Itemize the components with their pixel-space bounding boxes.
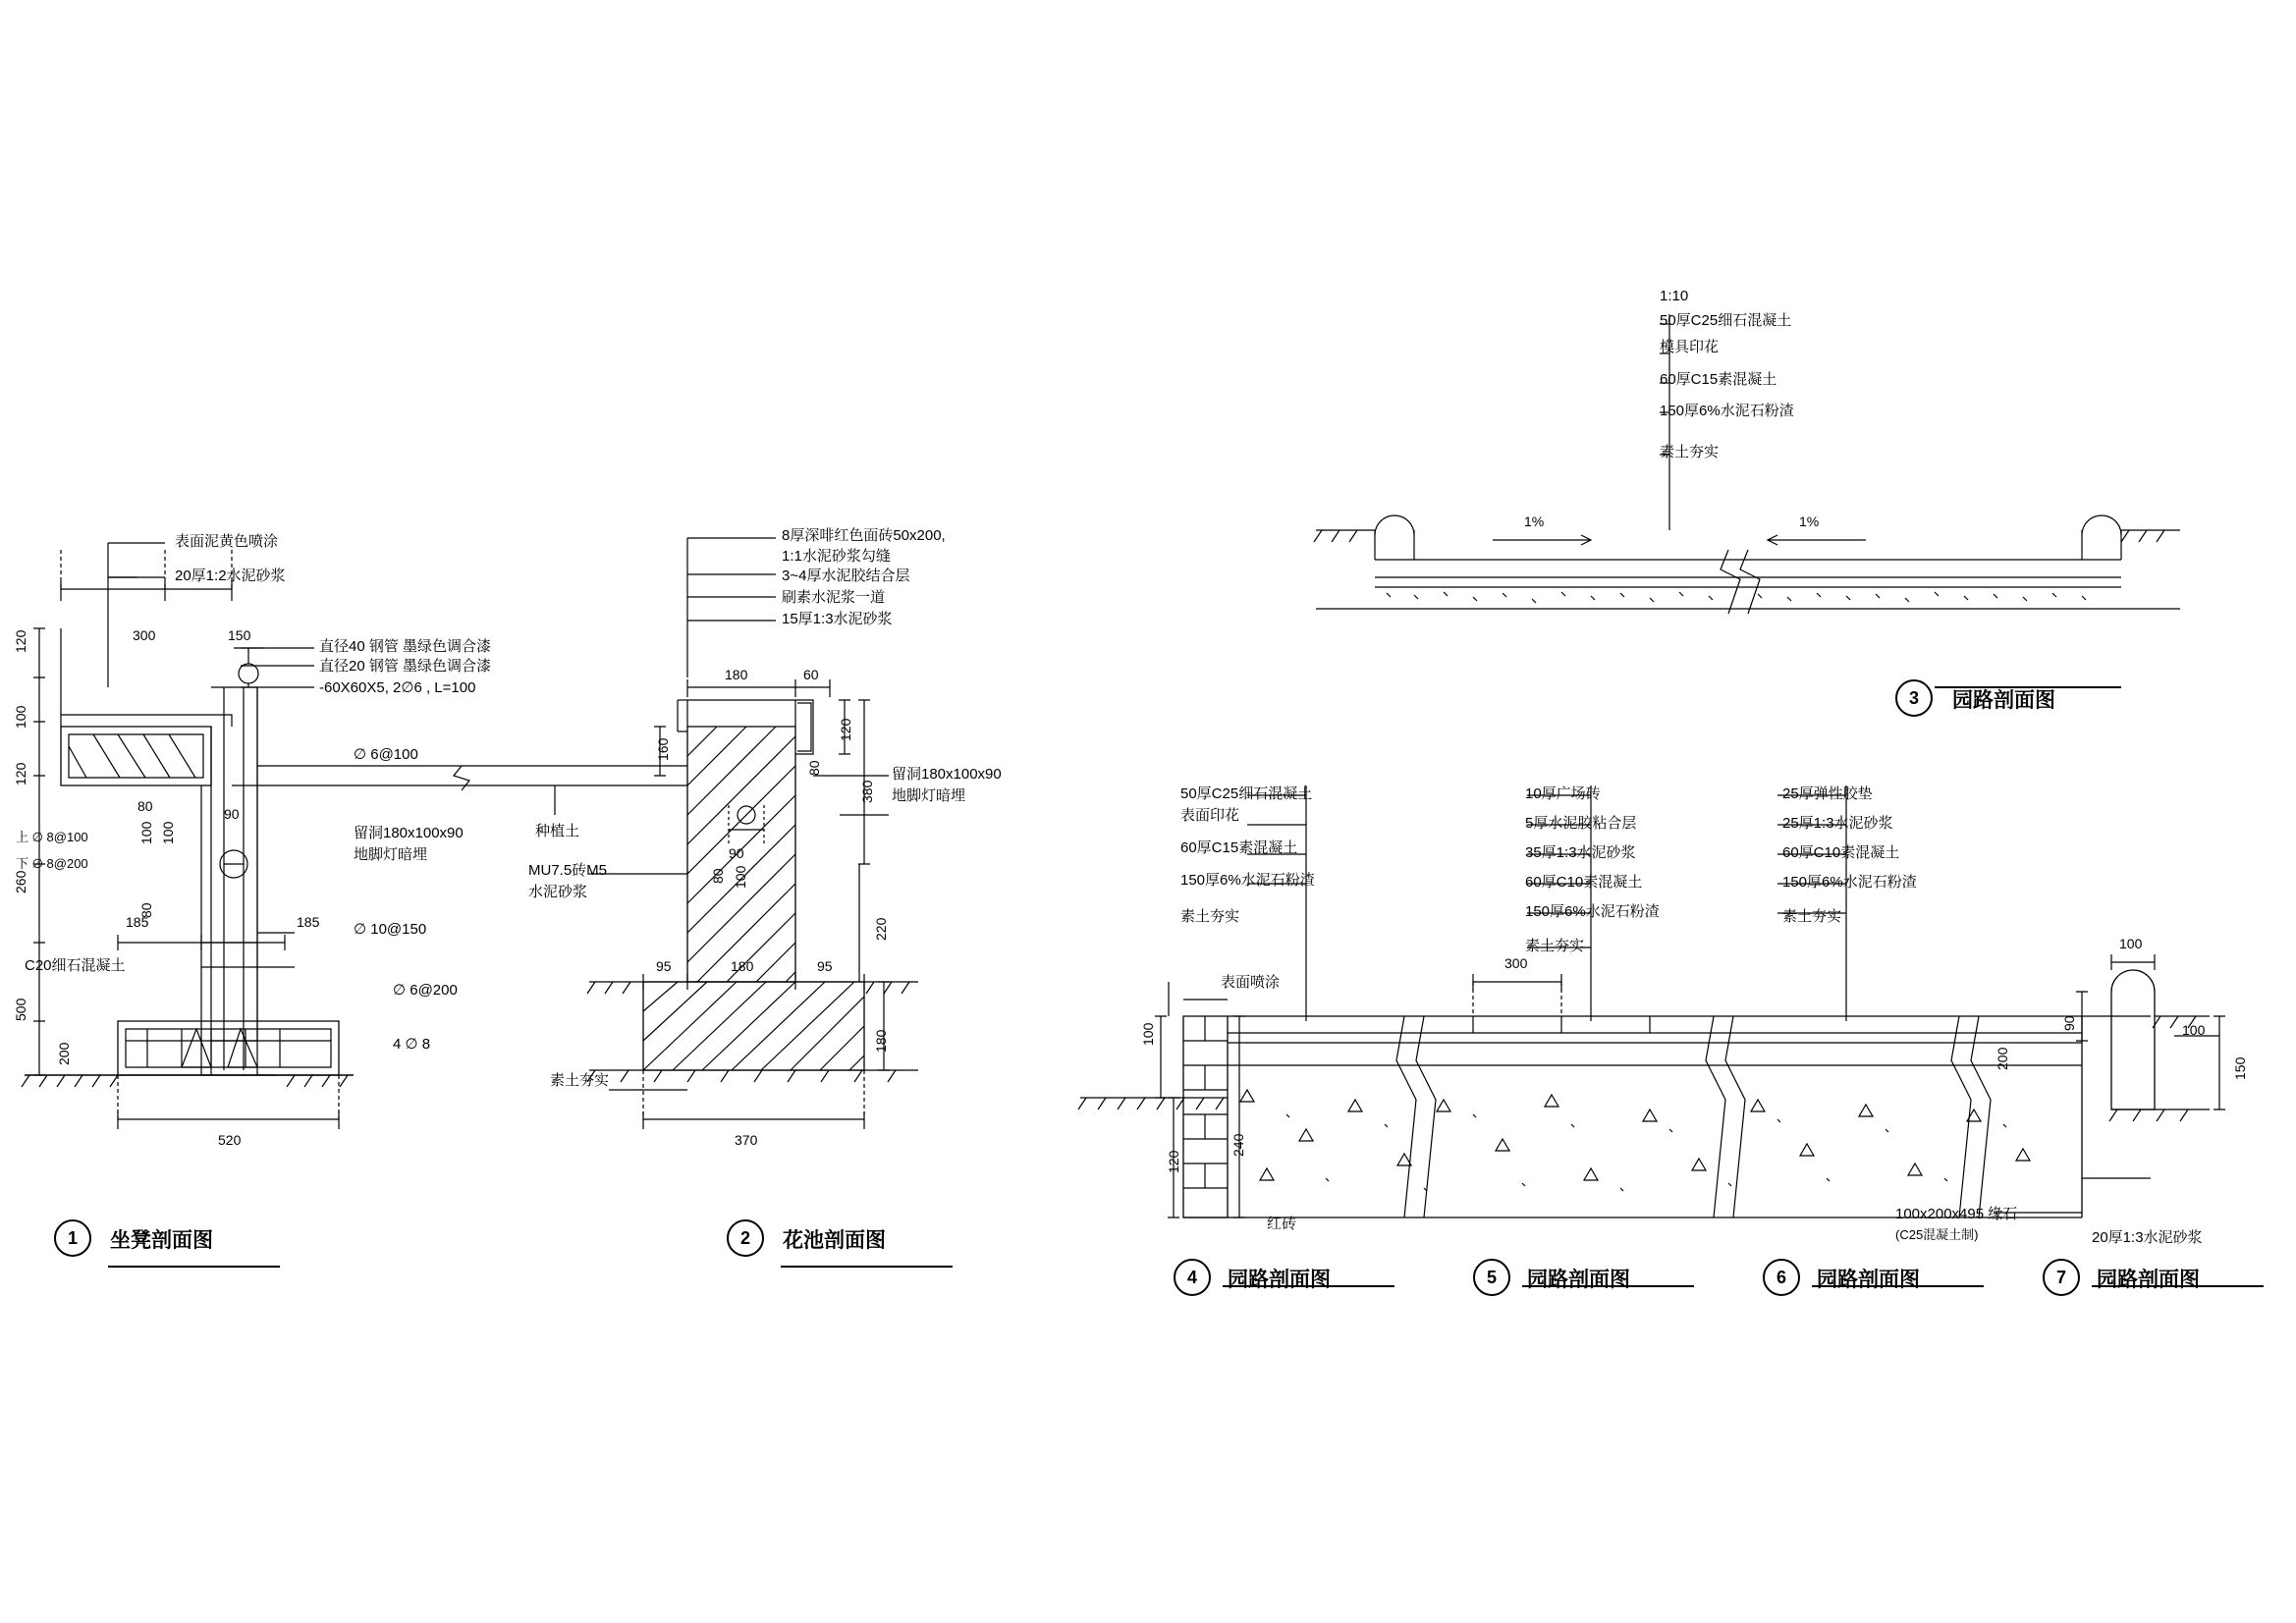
detail2-note-joint: 1:1水泥砂浆勾缝 [782, 548, 891, 565]
detail6-title: 园路剖面图 [1817, 1269, 1920, 1291]
detail4-note-base: 150厚6%水泥石粉渣 [1180, 872, 1315, 889]
detail3-note-scale: 1:10 [1660, 288, 1689, 304]
detail1-note-angle: -60X60X5, 2∅6 , L=100 [319, 679, 476, 696]
detail3-slope-left: 1% [1524, 514, 1545, 529]
detail2-dim-160: 160 [655, 737, 671, 761]
detail6-note-mortar: 25厚1:3水泥砂浆 [1782, 815, 1893, 832]
detail7-dim-100b: 100 [2182, 1022, 2206, 1038]
detail1-dim-80b: 80 [138, 902, 154, 918]
detail5-note-c10: 60厚C10素混凝土 [1525, 874, 1643, 891]
detail1-note-top-rebar: 上 ∅ 8@100 [16, 830, 88, 844]
detail1-dim-260: 260 [13, 870, 28, 893]
detail2-dim-60: 60 [803, 667, 819, 682]
detail1-note-pipe40: 直径40 钢管 墨绿色调合漆 [319, 638, 492, 655]
detail2-note-brick: MU7.5砖M5 [528, 862, 608, 879]
detail2-dim-95b: 95 [817, 958, 833, 974]
detail5-tag[interactable]: 5 [1473, 1259, 1510, 1296]
detail1-dim-100c: 100 [160, 821, 176, 844]
detail3-tag[interactable]: 3 [1895, 679, 1933, 717]
detail1-dim-500: 500 [13, 998, 28, 1021]
detail2-dim-180: 180 [725, 667, 748, 682]
detail1-note-hole: 留洞180x100x90 [354, 825, 464, 841]
detail3-note-c15: 60厚C15素混凝土 [1660, 371, 1777, 388]
detail3-note-base: 150厚6%水泥石粉渣 [1660, 403, 1794, 419]
detail3-slope-right: 1% [1799, 514, 1820, 529]
detail2-dim-380: 380 [859, 780, 875, 803]
detail5-dim-300: 300 [1504, 955, 1528, 971]
detail7-dim-200: 200 [1995, 1047, 2010, 1070]
detail1-dim-200: 200 [56, 1042, 72, 1065]
detail1-note-soil: 种植土 [535, 823, 580, 839]
detail1-tag[interactable]: 1 [54, 1219, 91, 1257]
detail2-dim-95a: 95 [656, 958, 672, 974]
detail4-dim-120: 120 [1166, 1150, 1181, 1173]
detail2-dim-80b: 80 [710, 868, 726, 884]
detail1-note-rebar6a100: ∅ 6@100 [354, 746, 418, 763]
detail5-note-base: 150厚6%水泥石粉渣 [1525, 903, 1660, 920]
detail7-dim-100a: 100 [2119, 936, 2143, 951]
detail4-dim-100: 100 [1140, 1022, 1156, 1046]
detail1-note-bot-rebar: 下 ∅ 8@200 [16, 856, 88, 871]
detail2-note-mortar: 水泥砂浆 [528, 884, 588, 900]
detail1-dim-120b: 120 [13, 762, 28, 785]
detail6-note-compact: 素土夯实 [1782, 908, 1842, 925]
detail1-dim-80a: 80 [137, 798, 153, 814]
detail1-note-c20: C20细石混凝土 [25, 957, 126, 974]
detail1-note-pipe20: 直径20 钢管 墨绿色调合漆 [319, 658, 492, 675]
detail2-note-adhesive: 3~4厚水泥胶结合层 [782, 568, 910, 584]
detail1-note-mortar: 20厚1:2水泥砂浆 [175, 568, 286, 584]
detail2-dim-80a: 80 [806, 760, 822, 776]
detail6-note-base: 150厚6%水泥石粉渣 [1782, 874, 1917, 891]
detail6-note-c10: 60厚C10素混凝土 [1782, 844, 1900, 861]
detail5-note-compact: 素土夯实 [1525, 938, 1585, 954]
detail2-dim-180b: 180 [731, 958, 754, 974]
detail7-dim-90: 90 [2061, 1015, 2077, 1031]
detail4-note-c25: 50厚C25细石混凝土 [1180, 785, 1313, 802]
detail1-dim-185a: 185 [126, 914, 149, 930]
detail2-dim-370: 370 [735, 1132, 758, 1148]
detail1-dim-120a: 120 [13, 629, 28, 653]
detail2-note-slurry: 刷素水泥浆一道 [782, 589, 886, 606]
detail1-title: 坐凳剖面图 [110, 1229, 213, 1252]
detail1-dim-90: 90 [224, 806, 240, 822]
detail2-dim-220: 220 [873, 917, 889, 941]
detail3-note-stamp: 模具印花 [1660, 339, 1720, 355]
detail1-dim-100b: 100 [138, 821, 154, 844]
detail4-note-c15: 60厚C15素混凝土 [1180, 839, 1298, 856]
detail2-note-render: 15厚1:3水泥砂浆 [782, 611, 893, 627]
detail4-tag[interactable]: 4 [1174, 1259, 1211, 1296]
detail7-tag[interactable]: 7 [2043, 1259, 2080, 1296]
detail5-note-mortar: 35厚1:3水泥砂浆 [1525, 844, 1636, 861]
detail1-dim-300: 300 [133, 627, 156, 643]
detail2-dim-90: 90 [729, 845, 744, 861]
detail1-note-lamp: 地脚灯暗埋 [354, 846, 428, 863]
detail4-note-spray: 表面喷涂 [1221, 974, 1281, 991]
detail2-title: 花池剖面图 [783, 1229, 886, 1252]
detail2-note-hole: 留洞180x100x90 [892, 766, 1002, 783]
detail1-dim-520: 520 [218, 1132, 242, 1148]
detail7-note-kerb: 100x200x495 缘石 [1895, 1206, 2018, 1222]
detail3-title: 园路剖面图 [1952, 689, 2055, 712]
detail6-tag[interactable]: 6 [1763, 1259, 1800, 1296]
detail4-note-compact: 素土夯实 [1180, 908, 1240, 925]
detail5-note-adhesive: 5厚水泥胶粘合层 [1525, 815, 1637, 832]
detail1-note-rebar6a200: ∅ 6@200 [393, 982, 458, 999]
detail3-note-compact: 素土夯实 [1660, 444, 1720, 460]
detail4-title: 园路剖面图 [1228, 1269, 1331, 1291]
detail7-note-mortar: 20厚1:3水泥砂浆 [2092, 1229, 2203, 1246]
detail6-note-rubber: 25厚弹性胶垫 [1782, 785, 1873, 802]
detail7-title: 园路剖面图 [2097, 1269, 2200, 1291]
detail1-note-4d8: 4 ∅ 8 [393, 1036, 431, 1053]
detail4-note-stamp: 表面印花 [1180, 807, 1240, 824]
detail2-tag[interactable]: 2 [727, 1219, 764, 1257]
detail1-note-rebar10a150: ∅ 10@150 [354, 921, 427, 938]
detail4-dim-240: 240 [1230, 1133, 1246, 1157]
detail2-dim-120: 120 [838, 718, 853, 741]
detail1-note-surface: 表面泥黄色喷涂 [175, 533, 279, 550]
detail7-dim-150: 150 [2232, 1056, 2248, 1080]
detail1-dim-150: 150 [228, 627, 251, 643]
detail7-note-kerb-mat: (C25混凝土制) [1895, 1227, 1979, 1242]
detail5-note-tile: 10厚广场砖 [1525, 785, 1601, 802]
detail5-title: 园路剖面图 [1527, 1269, 1630, 1291]
detail4-note-redbrick: 红砖 [1267, 1216, 1297, 1232]
detail2-note-compact: 素土夯实 [550, 1072, 610, 1089]
detail2-dim-180c: 180 [873, 1029, 889, 1053]
detail2-dim-100: 100 [733, 865, 748, 889]
detail2-note-tile: 8厚深啡红色面砖50x200, [782, 527, 946, 544]
detail3-note-c25: 50厚C25细石混凝土 [1660, 312, 1792, 329]
detail1-dim-100a: 100 [13, 705, 28, 729]
detail1-dim-185b: 185 [297, 914, 320, 930]
detail2-note-lamp: 地脚灯暗埋 [892, 787, 966, 804]
